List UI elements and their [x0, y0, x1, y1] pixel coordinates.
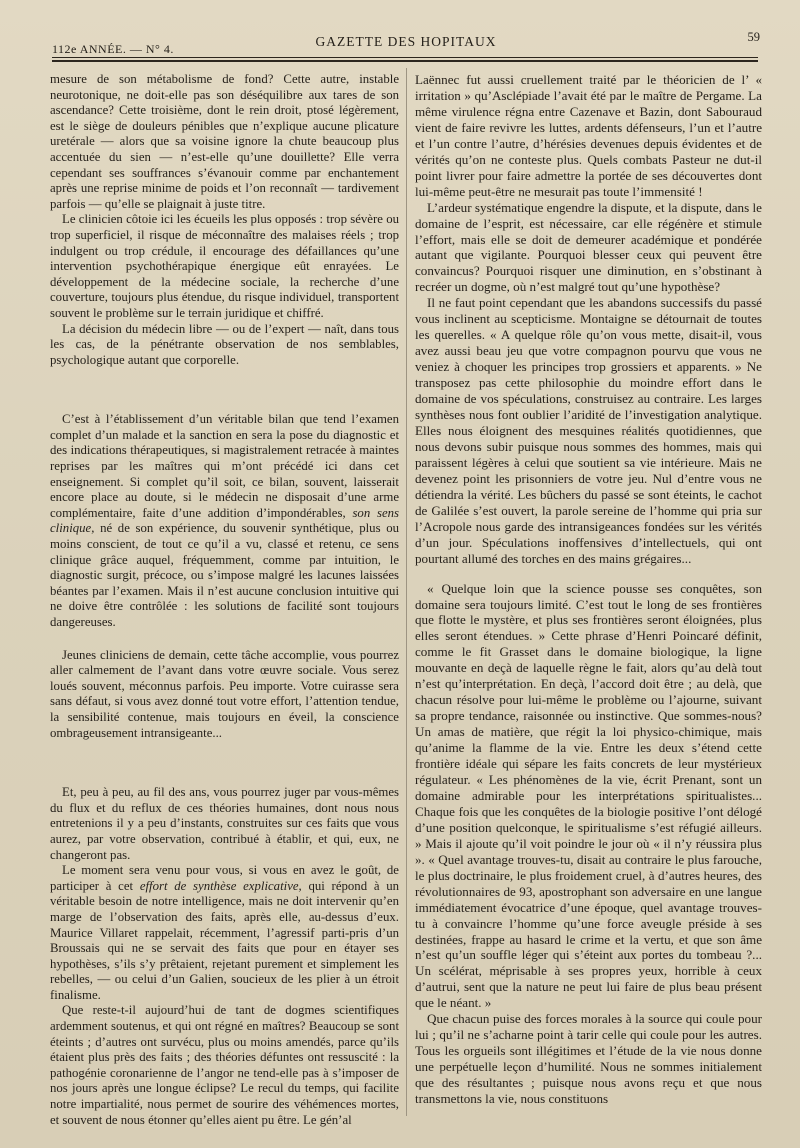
paragraph: Laënnec fut aussi cruellement traité par le théoricien de l’ « irritation » qu’Asclépiade l’avait été par le maître de Pergame. La même virulence régna entre Cazenave et Bazin, dont Sabouraud vient de faire revivre les luttes, ardents défenseurs, l’un et l’autre et l’un contre l’autre, d’hérésies devenues depuis évidentes et de vérités qu’on ne conteste plus. Quels combats Pasteur ne dut-il point livrer pour faire admettre la portée de ses découvertes dont lui-même peut-être ne mesurait pas toute l’immensité !	[415, 72, 762, 199]
paragraph-text: C’est à l’établissement d’un véritable bilan que tend l’examen complet d’un malade et la sanction en sera la pose du diagnostic et des indications thérapeutiques, si magistralement retracée à maintes reprises par les maîtres qui m’ont précédé ici dans cet enseignement. Si complet qu’il soit, ce bilan, souvent, laisserait encore place au doute, si le médecin ne disposait d’une arme complémentaire, faite d’une addition d’impondérables,	[50, 412, 399, 520]
header-rule-thick	[52, 60, 758, 62]
paragraph-text: Le moment sera venu pour vous, si vous en avez le goût, de participer à cet	[50, 863, 399, 893]
paragraph	[50, 863, 399, 1003]
column-divider	[406, 68, 407, 1116]
page-number: 59	[747, 30, 760, 44]
paragraph: Et, peu à peu, au fil des ans, vous pourrez juger par vous-mêmes du flux et du reflux de ces théories humaines, dont nous nous entretenions il y a peu d’instants, construites sur ces faits que vous aurez, par votre observation, contribué à établir, et qui, eux, ne changeront pas.	[50, 785, 399, 862]
paragraph: Jeunes cliniciens de demain, cette tâche accomplie, vous pourrez aller calmement de l’avant dans votre œuvre sociale. Vous serez loués souvent, méconnus parfois. Peu importe. Votre cuirasse sera sans défaut, si vous avez donné tout votre effort, l’attention tendue, la sensibilité contenue, mais toujours en éveil, la conscience ombrageusement intransigeante...	[50, 647, 399, 740]
paragraph: La décision du médecin libre — ou de l’expert — naît, dans tous les cas, de la pénétrante observation de nos semblables, psychologique autant que corporelle.	[50, 321, 399, 367]
paragraph: Le clinicien côtoie ici les écueils les plus opposés : trop sévère ou trop superficiel, il risque de méconnaître des malaises réels ; trop indulgent ou trop crédule, il encourage des défaillances qu’une intervention psychothérapique énergique eût enrayées. Le développement de la médecine sociale, la recherche d’une couverture, toujours plus étendue, du risque individuel, transportent souvent le problème sur le terrain juridique et chiffré.	[50, 212, 399, 320]
paragraph: mesure de son métabolisme de fond? Cette autre, instable neurotonique, ne doit-elle pas son déséquilibre aux tares de son ascendance? Cette troisième, dont le rein droit, ptosé légèrement, est le siège de douleurs pénibles que n’explique aucune plicature uretérale — alors que sa voisine ignore la chute beaucoup plus accentuée du sien — n’est-elle qu’une douillette? Elle verra cependant ses souffrances s’évanouir comme par enchantement après une reprise minime de poids et l’on reconnaît — tardivement parfois — qu’elle se plaignait à juste titre.	[50, 72, 399, 211]
header-rule	[52, 57, 758, 58]
paragraph: Que chacun puise des forces morales à la source qui coule pour lui ; qu’il ne s’acharne point à tarir celle qui coule pour les autres. Tous les orgueils sont illégitimes et l’étude de la vie nous donne une perpétuelle leçon d’humilité. Nous ne sommes initialement que des résultantes ; puisque nous avons reçu et que nous transmettons la vie, nous constituons	[415, 1011, 762, 1107]
publication-title: GAZETTE DES HOPITAUX	[315, 34, 497, 49]
paragraph-text: qui répond à un véritable besoin de notre intelligence, mais ne doit intervenir qu’en marge de l’observation des faits, après elle, au-dessus d’eux. Maurice Villaret rappelait, récemment, l’agressif parti-pris d’un Broussais qui ne se servait des faits que pour en étayer ses hypothèses, s’ils s’y prêtaient, rejetant purement et simplement les rebelles, — ou celui d’un Galien, soucieux de les plier à un étroit finalisme.	[50, 878, 400, 1002]
page-header	[52, 30, 760, 56]
issue-number: 112e ANNÉE. — N° 4.	[52, 42, 174, 56]
paragraph: L’ardeur systématique engendre la dispute, et la dispute, dans le domaine de l’esprit, est nécessaire, car elle régénère et stimule l’effort, mais elle se doit de demeurer académique et pondérée autant que vigilante. Pourquoi blesser ceux qui peuvent être convaincus? Pourquoi risquer une diminution, en s’obstinant à recréer un dogme, où n’est malgré tout qu’une hypothèse?	[415, 199, 762, 295]
paragraph: Il ne faut point cependant que les abandons successifs du passé vous inclinent au scepticisme. Montaigne se détournait de toutes les querelles. « A quelque rôle qu’on vous mette, disait-il, vous avez aussi beau jeu que votre compagnon pourvu que vous ne veniez à choquer les principes trop grossiers et apparents. » Ne transposez pas cette philosophie du moindre effort dans le domaine de vos spéculations, construisez au contraire. Les larges synthèses nous font oublier l’aridité de l’investigation analytique. Elles nous éloignent des mesquines réalités quotidiennes, que nous devons subir puisque nous sommes des hommes, mais qui paraissent légères à celui que soutient sa vie intérieure. Mais ne devenez point les prisonniers de votre jeu. Nul d’entre vous ne détiendra la vérité. Les bûchers du passé se sont éteints, le cachot de Galilée s’est ouvert, la parole sereine de l’homme qui pria sur l’Acropole nous garde des intransigeances fondées sur les vérités d’un jour. Spéculations inoffensives d’intellectuels, qui ont pourtant allumé des torches en des mains grégaires...	[415, 295, 762, 566]
paragraph: Que reste-t-il aujourd’hui de tant de dogmes scientifiques ardemment soutenus, et qui ont régné en maîtres? Beaucoup se sont éteints ; d’autres ont survécu, plus ou moins amendés, parce qu’ils étaient plus près des faits ; des théories défuntes ont ressuscité : la pathogénie coronarienne de l’angor ne tend-elle pas à s’imposer de nos jours après une longue éclipse? Le recul du temps, qui facilite notre impartialité, nous permet de sourire des véhémences mortes, et souvent de nous étonner qu’elles aient pu être. Le gén’al	[50, 1003, 399, 1127]
paragraph: « Quelque loin que la science pousse ses conquêtes, son domaine sera toujours limité. C’est tout le long de ses frontières que flotte le mystère, et plus ses frontières seront éloignées, plus elles seront étendues. » Cette phrase d’Henri Poincaré définit, comme le fit Grasset dans le domaine biologique, la ligne mouvante en deçà de laquelle règne le fait, alors qu’au delà tout n’est qu’interprétation. En deçà, l’accord doit être ; au delà, que chacun résolve pour lui-même le problème ou l’ajourne, suivant sa propre tendance, raisonnée ou instinctive. Que sommes-nous? Un amas de matière, que régit la loi physico-chimique, mais qu’anime la flamme de la vie. Entre les deux s’étend cette frontière idéale qui sépare les faits concrets de leur mystérieux régulateur. « Les phénomènes de la vie, écrit Prenant, sont un domaine admirable pour les interprétations spiritualistes... Chaque fois que les conquêtes de la biologie positive l’ont délogé d’une position quelconque, le spiritualisme s’est réfugié ailleurs. » Mais il ajoute qu’il voit poindre le jour où « il n’y réussira plus ». « Quel avantage trouves-tu, disait au contraire le plus farouche, le plus doctrinaire, le plus froidement cruel, à d’autres heures, des révolutionnaires de 93, apostrophant son adversaire en une langue immédiatement évocatrice d’une époque, quel avantage trouves-tu à convaincre l’homme qu’une force aveugle préside à ses destinées, frappe au hasard le crime et la vertu, et que son âme n’est qu’un souffle léger qui s’éteint aux portes du tombeau ?... Un scélérat, méprisable à ses propres yeux, horrible à ceux d’autrui, sent que la nature ne peut lui faire de plus beau présent que le néant. »	[415, 580, 762, 1011]
left-column	[50, 72, 399, 1128]
paragraph-text: né de son expérience, du souvenir synthétique, plus ou moins conscient, de tout ce qu’il a vu, classé et retenu, ce sens clinique grâce auquel, fréquemment, comme par intuition, le diagnostic surgit, précoce, ou s’impose malgré les lacunes laissées béantes par l’examen. Mais il n’est aucune conclusion intuitive qui ne doive être contrôlée : les solutions de facilité sont toujours dangereuses.	[50, 521, 399, 629]
paragraph	[50, 412, 399, 630]
italic-phrase: effort de synthèse explicative,	[139, 878, 302, 893]
italic-phrase: son sens clinique,	[50, 505, 400, 536]
right-column	[415, 72, 762, 1107]
